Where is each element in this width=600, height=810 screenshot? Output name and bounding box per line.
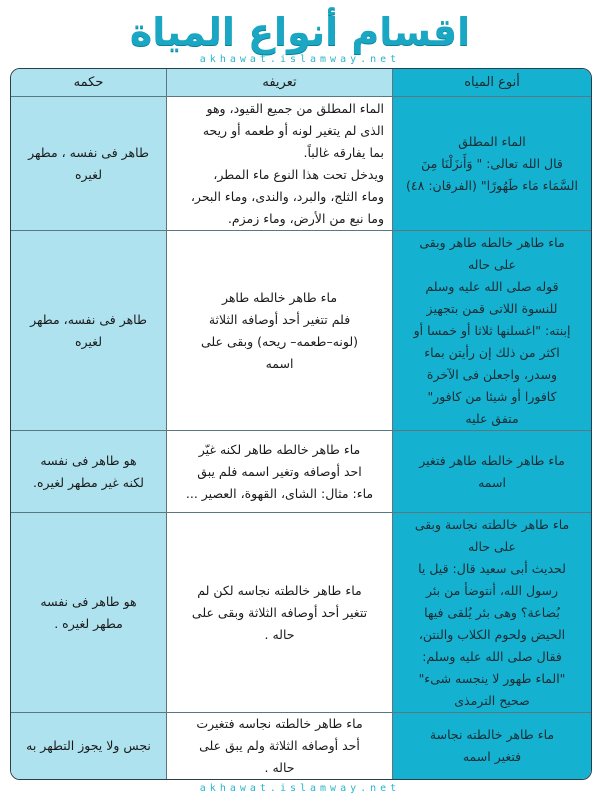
table-row: [11, 231, 591, 431]
ruling-cell: طاهر فى نفسه، مطهر لغيره: [11, 231, 166, 430]
header-definition: تعريفه: [166, 69, 392, 96]
type-cell: ماء طاهر خالطه طاهر وبقى على حاله قوله صلى الله عليه وسلم للنسوة اللاتى قمن بتجهيز إبنته: "اغسلنها ثلاثا أو خمسا أو اكثر من ذلك إن رأيتن بماء وسدر، واجعلن فى الآخرة كافورا أو شيئا من كافور" متفق عليه: [392, 231, 591, 430]
water-types-table: [10, 68, 592, 780]
table-row: [11, 713, 591, 779]
header-ruling: حكمه: [11, 69, 166, 96]
table-row: [11, 97, 591, 231]
page-title: اقسام أنواع المياة: [129, 10, 471, 54]
type-cell: الماء المطلق قال الله تعالى: " وَأَنزَلْنَا مِنَ السَّمَاء مَاء طَهُورًا" (الفرقان: ٤٨): [392, 97, 591, 230]
table-row: [11, 431, 591, 513]
definition-cell: ماء طاهر خالطه طاهر فلم تتغير أحد أوصافه الثلاثة (لونه–طعمه– ريحه) وبقى على اسمه: [166, 231, 392, 430]
header-type: أنوع المياه: [392, 69, 591, 96]
ruling-cell: هو طاهر فى نفسه لكنه غير مطهر لغيره.: [11, 431, 166, 512]
type-cell: ماء طاهر خالطه طاهر فتغير اسمه: [392, 431, 591, 512]
ruling-cell: طاهر فى نفسه ، مطهر لغيره: [11, 97, 166, 230]
definition-cell: ماء طاهر خالطته نجاسه فتغيرت أحد أوصافه الثلاثة ولم يبق على حاله .: [166, 713, 392, 779]
table-row: [11, 513, 591, 713]
table-header-row: [11, 69, 591, 97]
definition-cell: ماء طاهر خالطته نجاسه لكن لم تتغير أحد أوصافه الثلاثة وبقى على حاله .: [166, 513, 392, 712]
ruling-cell: نجس ولا يجوز التطهر به: [11, 713, 166, 779]
site-watermark-top: akhawat.islamway.net: [199, 54, 401, 65]
type-cell: ماء طاهر خالطته نجاسة فتغير اسمه: [392, 713, 591, 779]
definition-cell: الماء المطلق من جميع القيود، وهو الذى لم يتغير لونه أو طعمه أو ريحه بما يفارقه غالباً. ويدخل تحت هذا النوع ماء المطر، وماء الثلج، والبرد، والندى، وماء البحر، وما نبع من الأرض، وماء زمزم.: [166, 97, 392, 230]
definition-cell: ماء طاهر خالطه طاهر لكنه غيّر احد أوصافه وتغير اسمه فلم يبق ماء: مثال: الشاى، القهوة، العصير ...: [166, 431, 392, 512]
site-watermark-bottom: akhawat.islamway.net: [199, 783, 401, 794]
ruling-cell: هو طاهر فى نفسه مطهر لغيره .: [11, 513, 166, 712]
type-cell: ماء طاهر خالطته نجاسة وبقى على حاله لحديث أبى سعيد قال: قيل يا رسول الله، أنتوضأ من بئر بُضاعة؟ وهى بئر يُلقى فيها الحيض ولحوم الكلاب والنتن، فقال صلى الله عليه وسلم: "الماء طهور لا ينجسه شىء" صحيح الترمذى: [392, 513, 591, 712]
